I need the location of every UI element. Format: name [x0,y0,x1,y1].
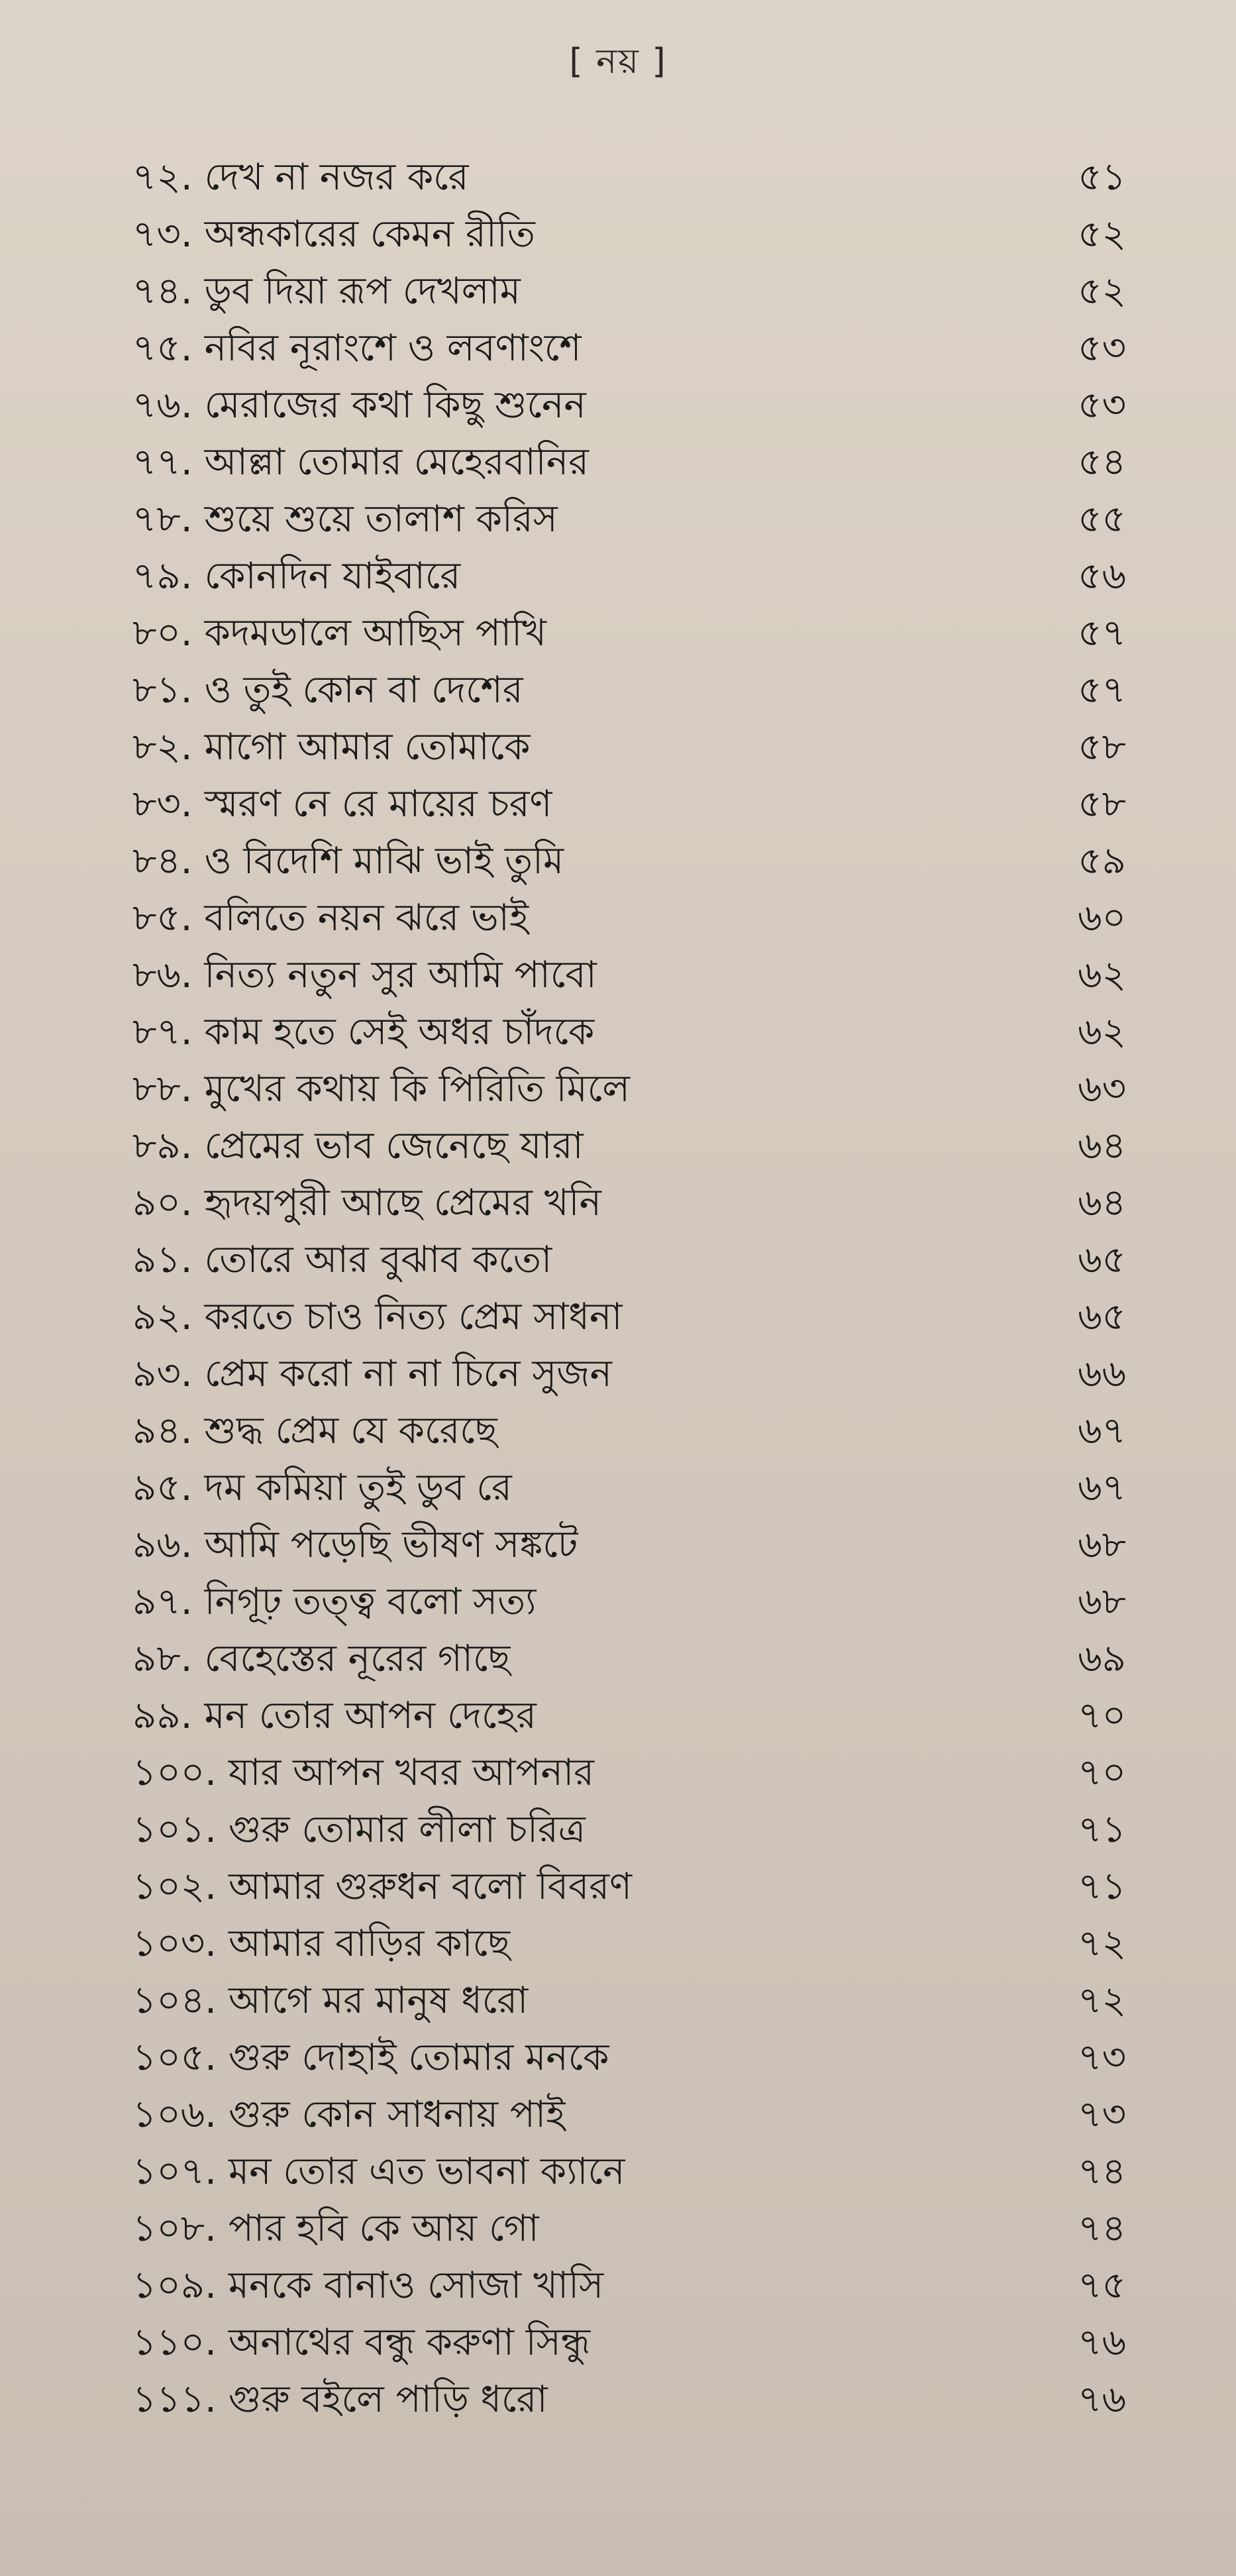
toc-entry-title: গুরু দোহাই তোমার মনকে [228,2036,609,2079]
toc-entry-text [132,1289,623,1346]
toc-entry-page: ৫৮ [1078,725,1126,769]
toc-entry-text [132,2086,565,2143]
toc-entry-number: ১১১. [132,2378,217,2421]
toc-entry-text [132,1801,586,1858]
toc-entry [132,2200,1126,2257]
toc-entry-title: দম কমিয়া তুই ডুব রে [204,1466,512,1509]
toc-entry-text [132,1858,632,1915]
toc-entry-page: ৬৮ [1078,1580,1126,1623]
toc-entry [132,1915,1126,1972]
toc-entry-text [132,1004,594,1061]
toc-entry-number: ৭৭. [132,441,193,484]
toc-entry-text [132,1517,578,1574]
toc-entry-number: ৭৮. [132,498,193,541]
toc-entry-page: ৬৯ [1078,1637,1126,1680]
toc-entry-number: ৭৩. [132,213,193,256]
toc-entry-title: প্রেমের ভাব জেনেছে যারা [204,1124,584,1167]
toc-entry-text [132,890,529,947]
toc-entry-title: আমি পড়েছি ভীষণ সঙ্কটে [204,1523,578,1566]
toc-entry-title: দেখ না নজর করে [204,156,469,199]
toc-entry-title: শুদ্ধ প্রেম যে করেছে [204,1409,497,1452]
toc-entry-text [132,206,535,263]
toc-entry-number: ৮৬. [132,953,193,996]
toc-entry-title: নিগূঢ় তত্ত্ব বলো সত্য [204,1580,537,1623]
toc-entry-page: ৬৪ [1078,1124,1126,1167]
toc-entry-text [132,1061,630,1118]
toc-entry-number: ৯৭. [132,1580,193,1623]
toc-entry [132,1289,1126,1346]
toc-entry-title: ও তুই কোন বা দেশের [204,669,523,712]
toc-entry-text [132,605,546,662]
toc-entry-text [132,719,530,776]
toc-entry-page: ৫৭ [1078,669,1126,712]
toc-entry-page: ৭০ [1078,1751,1126,1794]
toc-entry [132,1346,1126,1403]
toc-entry-text [132,1346,612,1403]
toc-entry-page: ৬২ [1078,953,1126,996]
toc-entry [132,377,1126,434]
toc-entry-page: ৫২ [1078,270,1126,313]
toc-entry [132,2086,1126,2143]
toc-entry-title: মুখের কথায় কি পিরিতি মিলে [204,1067,630,1110]
toc-entry-title: গুরু বইলে পাড়ি ধরো [228,2378,548,2421]
toc-entry-page: ৫৬ [1078,555,1126,598]
toc-entry-text [132,1744,594,1801]
toc-entry [132,833,1126,890]
toc-entry-page: ৭৪ [1078,2150,1126,2193]
toc-entry-title: শুয়ে শুয়ে তালাশ করিস [204,498,558,541]
toc-entry-text [132,1175,601,1232]
toc-entry-title: অন্ধকারের কেমন রীতি [204,213,535,256]
toc-entry [132,2314,1126,2371]
toc-entry [132,1574,1126,1631]
toc-entry-text [132,377,586,434]
toc-entry-text [132,2200,539,2257]
toc-entry-number: ৮৯. [132,1124,193,1167]
toc-entry-number: ১০৭. [132,2150,217,2193]
toc-entry-number: ১০৫. [132,2036,217,2079]
toc-entry-title: গুরু কোন সাধনায় পাই [228,2093,566,2136]
toc-entry-page: ৫৩ [1078,384,1126,427]
toc-entry [132,1061,1126,1118]
toc-entry-page: ৭৩ [1078,2036,1126,2079]
toc-entry-text [132,1118,584,1175]
toc-entry [132,1460,1126,1517]
toc-entry [132,605,1126,662]
toc-entry-title: মন তোর এত ভাবনা ক্যানে [228,2150,625,2193]
toc-entry-title: ও বিদেশি মাঝি ভাই তুমি [204,839,564,883]
toc-entry-title: মনকে বানাও সোজা খাসি [228,2264,604,2307]
toc-entry-text [132,1232,552,1289]
toc-entry-number: ৯৮. [132,1637,193,1680]
toc-entry [132,947,1126,1004]
toc-entry-text [132,2029,609,2086]
toc-entry-number: ১০৯. [132,2264,217,2307]
toc-entry-text [132,1460,512,1517]
toc-entry-title: কাম হতে সেই অধর চাঁদকে [204,1010,595,1053]
toc-entry-title: নবির নূরাংশে ও লবণাংশে [204,327,582,370]
toc-entry-number: ৭৪. [132,270,193,313]
toc-entry-number: ১১০. [132,2321,217,2364]
toc-entry-title: নিত্য নতুন সুর আমি পাবো [204,953,597,996]
toc-entry-page: ৫৮ [1078,782,1126,826]
toc-entry-number: ৭২. [132,156,193,199]
toc-entry-text [132,1403,497,1460]
toc-entry-page: ৭৬ [1078,2378,1126,2421]
toc-entry-page: ৬৮ [1078,1523,1126,1566]
toc-entry [132,263,1126,320]
toc-entry-text [132,662,523,719]
toc-entry-page: ৫৪ [1078,441,1126,484]
toc-entry-title: গুরু তোমার লীলা চরিত্র [228,1808,586,1851]
toc-entry-number: ৯২. [132,1295,193,1338]
toc-entry-text [132,947,597,1004]
toc-entry-number: ৭৫. [132,327,193,370]
toc-entry-page: ৬০ [1078,896,1126,939]
toc-entry-number: ১০২. [132,1865,217,1908]
toc-entry [132,1004,1126,1061]
toc-entry-page: ৫৯ [1078,839,1126,883]
toc-entry-text [132,320,582,377]
toc-entry-title: প্রেম করো না না চিনে সুজন [204,1352,612,1395]
toc-entry [132,1631,1126,1688]
toc-entry-page: ৭১ [1078,1865,1126,1908]
toc-entry-text [132,1972,528,2029]
toc-entry-number: ৯৬. [132,1523,193,1566]
toc-entry-page: ৭২ [1078,1922,1126,1965]
toc-entry-number: ৮৫. [132,896,193,939]
toc-entry-text [132,833,564,890]
toc-entry-number: ৮১. [132,669,193,712]
toc-entry [132,1688,1126,1744]
toc-entry-page: ৭২ [1078,1979,1126,2022]
toc-entry-text [132,2257,603,2314]
toc-entry [132,1403,1126,1460]
toc-entry-page: ৭১ [1078,1808,1126,1851]
toc-entry-text [132,434,589,491]
toc-entry [132,719,1126,776]
toc-entry-number: ১০৩. [132,1922,217,1965]
toc-entry-title: স্মরণ নে রে মায়ের চরণ [204,782,552,826]
toc-entry [132,548,1126,605]
toc-entry-page: ৬৭ [1078,1466,1126,1509]
toc-entry-page: ৬৪ [1078,1181,1126,1224]
toc-entry-title: পার হবি কে আয় গো [228,2207,539,2250]
toc-entry-number: ৮২. [132,725,193,769]
toc-entry-number: ৯১. [132,1238,193,1281]
toc-entry-text [132,2371,548,2428]
toc-entry-title: কদমডালে আছিস পাখি [204,612,546,655]
toc-entry-number: ১০৬. [132,2093,217,2136]
toc-entry [132,1972,1126,2029]
toc-entry-title: আগে মর মানুষ ধরো [228,1979,529,2022]
toc-entry [132,2029,1126,2086]
toc-entry-page: ৭৪ [1078,2207,1126,2250]
toc-entry-page: ৬৭ [1078,1409,1126,1452]
toc-entry-page: ৫১ [1078,156,1126,199]
toc-entry-title: বলিতে নয়ন ঝরে ভাই [204,896,529,939]
toc-entry-text [132,491,558,548]
toc-entry [132,890,1126,947]
toc-entry-page: ৫৩ [1078,327,1126,370]
toc-entry [132,434,1126,491]
toc-entry [132,149,1126,206]
toc-entry [132,1175,1126,1232]
toc-entry-page: ৭৩ [1078,2093,1126,2136]
toc-entry-number: ৮৮. [132,1067,193,1110]
toc-entry-page: ৭০ [1078,1694,1126,1737]
table-of-contents [132,149,1126,2428]
toc-entry-title: ডুব দিয়া রূপ দেখলাম [204,270,521,313]
toc-entry-title: অনাথের বন্ধু করুণা সিন্ধু [228,2321,591,2364]
toc-entry-number: ১০১. [132,1808,217,1851]
toc-entry [132,2143,1126,2200]
toc-entry-number: ৭৯. [132,555,193,598]
toc-entry-number: ৯০. [132,1181,193,1224]
toc-entry-title: করতে চাও নিত্য প্রেম সাধনা [204,1295,623,1338]
toc-entry [132,206,1126,263]
toc-entry-text [132,776,552,833]
toc-entry-title: তোরে আর বুঝাব কতো [204,1238,552,1281]
toc-entry-number: ৮৪. [132,839,193,883]
toc-entry-text [132,2143,625,2200]
toc-entry-page: ৫৫ [1078,498,1126,541]
toc-entry-text [132,2314,590,2371]
toc-entry-text [132,149,468,206]
toc-entry-page: ৭৬ [1078,2321,1126,2364]
toc-entry-page: ৭৫ [1078,2264,1126,2307]
toc-entry [132,1517,1126,1574]
toc-entry-number: ৮৭. [132,1010,193,1053]
toc-entry-text [132,548,460,605]
toc-entry-number: ৯৯. [132,1694,193,1737]
toc-entry [132,491,1126,548]
toc-entry-number: ৯৩. [132,1352,193,1395]
toc-entry-title: মাগো আমার তোমাকে [204,725,531,769]
toc-entry-title: মন তোর আপন দেহের [204,1694,537,1737]
toc-entry-number: ১০৪. [132,1979,217,2022]
toc-entry-text [132,1688,537,1744]
toc-entry-text [132,1915,510,1972]
toc-entry-number: ৮৩. [132,782,193,826]
toc-entry-title: আল্লা তোমার মেহেরবানির [204,441,589,484]
toc-entry-page: ৬৬ [1078,1352,1126,1395]
toc-entry-page: ৫৭ [1078,612,1126,655]
toc-entry-title: যার আপন খবর আপনার [228,1751,594,1794]
toc-entry-title: হৃদয়পুরী আছে প্রেমের খনি [204,1181,601,1224]
toc-entry [132,662,1126,719]
toc-entry-text [132,1574,536,1631]
toc-entry-title: কোনদিন যাইবারে [204,555,461,598]
toc-entry-title: আমার গুরুধন বলো বিবরণ [228,1865,632,1908]
toc-entry-number: ৭৬. [132,384,193,427]
toc-entry [132,1232,1126,1289]
toc-entry-text [132,263,521,320]
toc-entry-title: আমার বাড়ির কাছে [228,1922,511,1965]
toc-entry [132,1801,1126,1858]
toc-entry-page: ৬৫ [1078,1295,1126,1338]
toc-entry [132,2257,1126,2314]
toc-entry-number: ১০০. [132,1751,217,1794]
toc-entry-number: ৯৫. [132,1466,193,1509]
toc-entry-page: ৬২ [1078,1010,1126,1053]
toc-entry [132,1118,1126,1175]
page-header: [ নয় ] [569,42,667,81]
toc-entry-title: বেহেস্তের নূরের গাছে [204,1637,511,1680]
toc-entry [132,320,1126,377]
toc-entry [132,2371,1126,2428]
toc-entry-page: ৬৫ [1078,1238,1126,1281]
toc-entry [132,776,1126,833]
toc-entry-page: ৫২ [1078,213,1126,256]
toc-entry-number: ১০৮. [132,2207,217,2250]
toc-entry-page: ৬৩ [1078,1067,1126,1110]
toc-entry-text [132,1631,510,1688]
toc-entry-number: ৮০. [132,612,193,655]
toc-entry-number: ৯৪. [132,1409,193,1452]
toc-entry [132,1858,1126,1915]
toc-entry-title: মেরাজের কথা কিছু শুনেন [204,384,586,427]
toc-entry [132,1744,1126,1801]
